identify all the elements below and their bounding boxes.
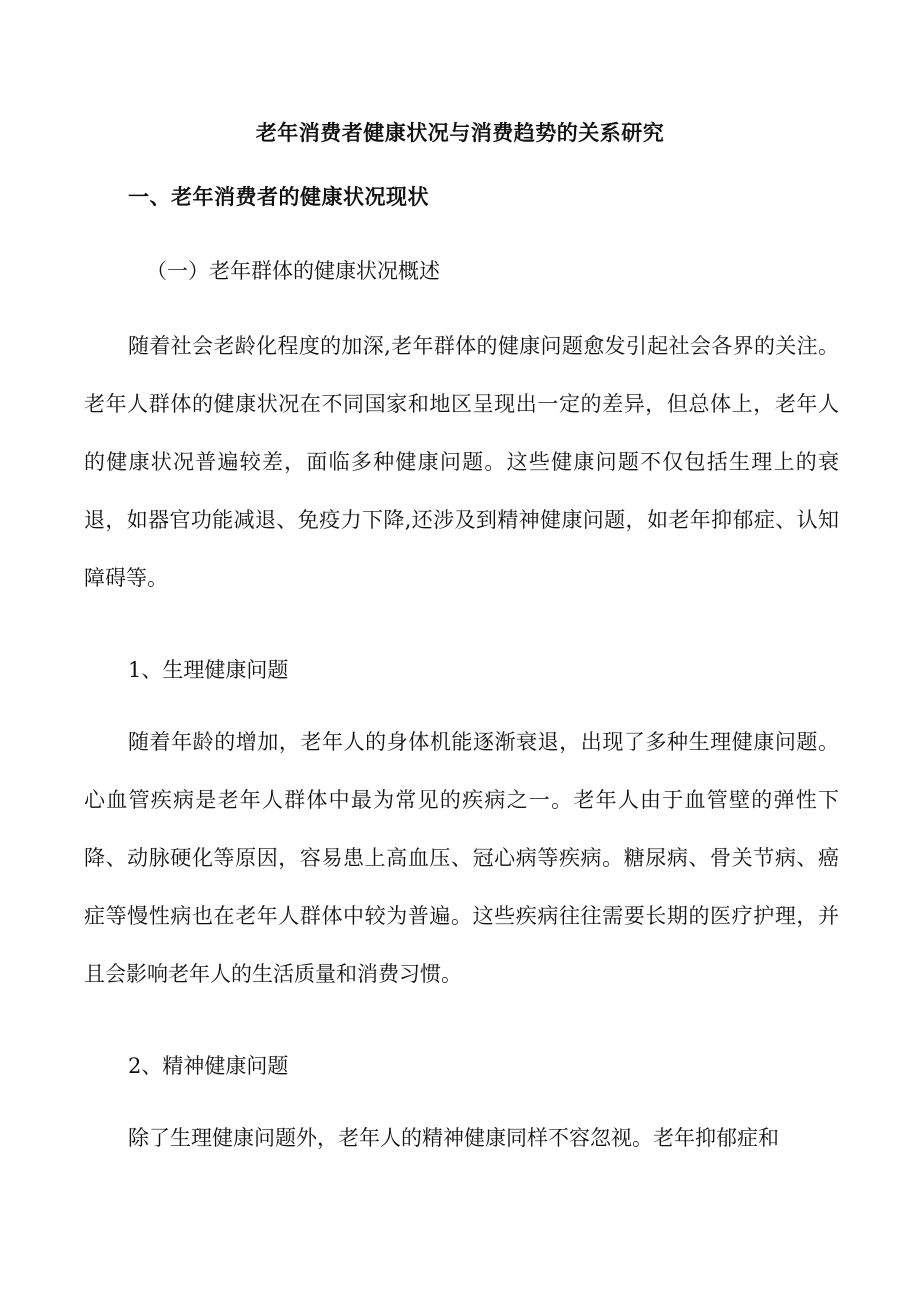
- intro-paragraph: 随着社会老龄化程度的加深,老年群体的健康问题愈发引起社会各界的关注。老年人群体的健康状况在不同国家和地区呈现出一定的差异，但总体上，老年人的健康状况普遍较差，面临多种健康问题。这些健康问题不仅包括生理上的衰退，如器官功能减退、免疫力下降,还涉及到精神健康问题，如老年抑郁症、认知障碍等。: [84, 334, 839, 590]
- section-heading: 一、老年消费者的健康状况现状: [128, 185, 429, 209]
- subsection-heading: （一）老年群体的健康状况概述: [146, 259, 440, 283]
- point-2-paragraph: 除了生理健康问题外，老年人的精神健康同样不容忽视。老年抑郁症和: [128, 1126, 779, 1150]
- point-1-paragraph: 随着年龄的增加，老年人的身体机能逐渐衰退，出现了多种生理健康问题。心血管疾病是老年人群体中最为常见的疾病之一。老年人由于血管壁的弹性下降、动脉硬化等原因，容易患上高血压、冠心病等疾病。糖尿病、骨关节病、癌症等慢性病也在老年人群体中较为普遍。这些疾病往往需要长期的医疗护理，并且会影响老年人的生活质量和消费习惯。: [84, 730, 839, 986]
- document-title: 老年消费者健康状况与消费趋势的关系研究: [255, 121, 665, 145]
- point-2-heading: 2、精神健康问题: [128, 1054, 289, 1078]
- point-1-heading: 1、生理健康问题: [128, 658, 289, 682]
